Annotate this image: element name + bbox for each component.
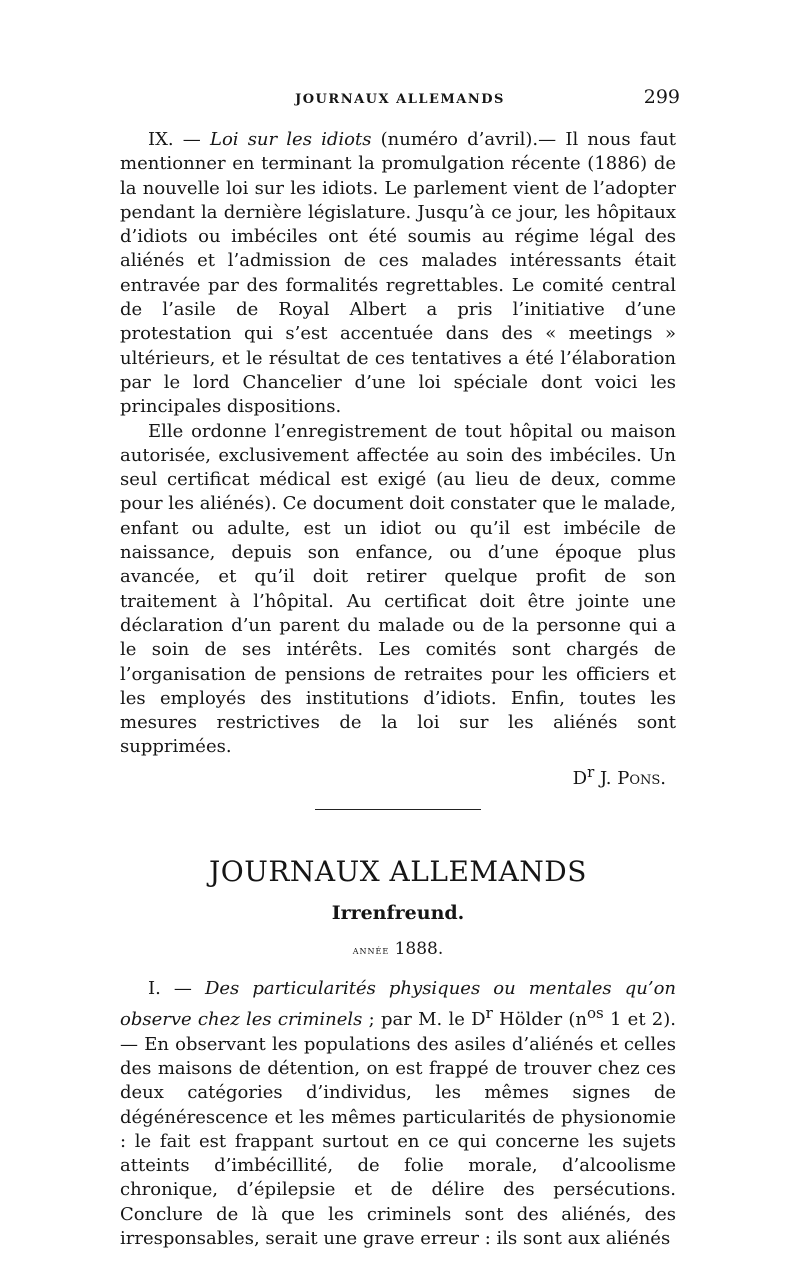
running-head: [120, 86, 680, 116]
article-number: I. —: [148, 978, 205, 1000]
paragraph-ix-provisions: Elle ordonne l’enregistrement de tout hôpital ou maison autorisée, exclusivement affectée au soin des imbéciles. Un seul certificat médical est exigé (au lieu de deux, comme pour les aliénés). Ce document doit constater que le malade, enfant ou adulte, est un idiot ou qu’il est imbécile de naissance, depuis son enfance, ou d’une époque plus avancée, et qu’il doit retirer quelque profit de son traitement à l’hôpital. Au certificat doit être jointe une déclaration d’un parent du malade ou de la personne qui a le soin de ses intérêts. Les comités sont chargés de l’organisation de pensions de retraites pour les officiers et les employés des institutions d’idiots. Enfin, toutes les mesures restrictives de la loi sur les aliénés sont supprimées.: [120, 420, 676, 758]
journal-name: Irrenfreund.: [331, 902, 465, 925]
section-heading: JOURNAUX ALLEMANDS: [209, 855, 587, 889]
body-text: [120, 128, 676, 1251]
running-title: JOURNAUX ALLEMANDS: [295, 92, 505, 107]
signature-name: J. Pons.: [594, 767, 666, 789]
paragraph-ix-intro: [120, 128, 676, 420]
section-number: IX. —: [148, 129, 210, 150]
section-subtitle: (numéro d’avril).: [371, 129, 539, 150]
paragraph-text: — Il nous faut mentionner en terminant la promulgation récente (1886) de la nouvelle loi sur les idiots. Le parlement vient de l’adopter pendant la dernière législature. Jusqu’à ce jour, les hôpitaux d’idiots ou imbéciles ont été soumis au régime légal des aliénés et l’admission de ces malades intéressants était entravée par des formalités regrettables. Le comité central de l’asile de Royal Albert a pris l’initiative d’une protestation qui s’est accentuée dans des « meetings » ultérieurs, et le résultat de ces tentatives a été l’élaboration par le lord Chancelier d’une loi spéciale dont voici les principales dispositions.: [120, 129, 677, 418]
section-title: Loi sur les idiots: [209, 129, 372, 150]
article-author: Hölder (n: [492, 1009, 587, 1031]
page-number: 299: [643, 86, 680, 108]
article-title: Des particularités physiques ou mentales qu’on observe chez les criminels: [120, 978, 676, 1031]
section-divider: [315, 809, 481, 810]
article-text: — En observant les populations des asiles d’aliénés et celles des maisons de détention, on est frappé de trouver chez ces deux catégories d’individus, les mêmes signes de dégénérescence et les mêmes particularités de physionomie : le fait est frappant surtout en ce qui concerne les sujets atteints d’imbécillité, de folie morale, d’alcoolisme chronique, d’épilepsie et de délire des persécutions. Conclure de là que les criminels sont des aliénés, des irresponsables, serait une grave erreur : ils sont aux aliénés: [120, 1033, 676, 1249]
article-paragraph: I. — Des particularités physiques ou mentales qu’on observe chez les criminels ; par M. le $D^r$ Hölder ($n^{os}$ 1 et 2). — En observant les populations des asiles d’aliénés et celles des maisons de détention, on est frappé de trouver chez ces deux catégories d’individus, les mêmes signes de dégénérescence et les mêmes particularités de physionomie : le fait est frappant surtout en ce qui concerne les sujets atteints d’imbécillité, de folie morale, d’alcoolisme chronique, d’épilepsie et de délire des persécutions. Conclure de là que les criminels sont des aliénés, des irresponsables, serait une grave erreur : ils sont aux aliénés: [120, 978, 676, 1249]
signature: $D^r$ J. Pons.: [572, 762, 666, 789]
year-line: année 1888.: [352, 939, 444, 960]
